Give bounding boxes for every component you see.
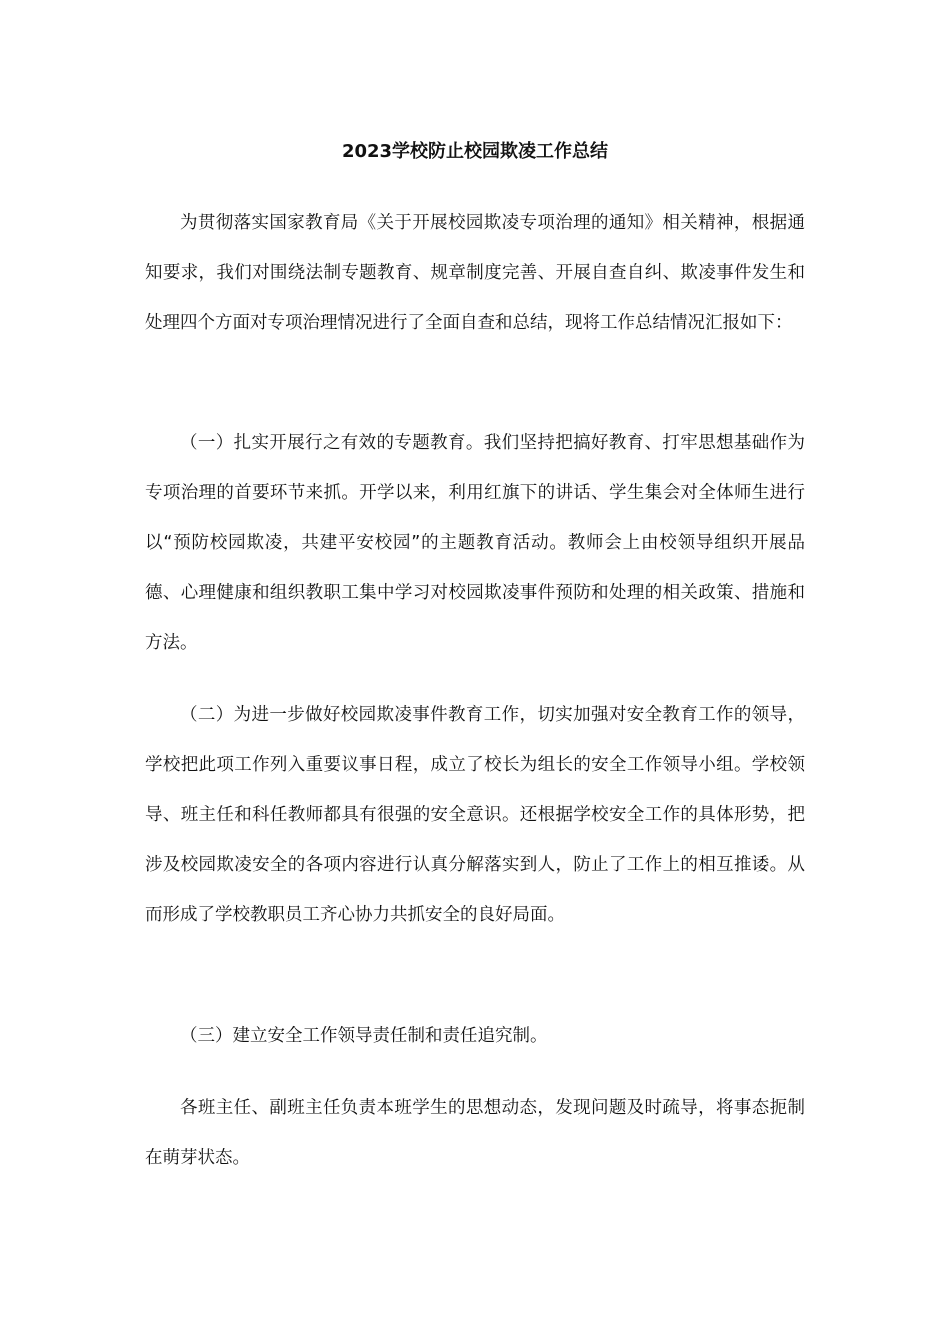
paragraph-intro: 为贯彻落实国家教育局《关于开展校园欺凌专项治理的通知》相关精神，根据通知要求，我们对围绕法制专题教育、规章制度完善、开展自查自纠、欺凌事件发生和处理四个方面对专项治理情况进行了全面自查和总结，现将工作总结情况汇报如下： (145, 213, 805, 333)
paragraph-class-teachers: 各班主任、副班主任负责本班学生的思想动态，发现问题及时疏导，将事态扼制在萌芽状态。 (145, 1098, 805, 1168)
document-title: 2023学校防止校园欺凌工作总结 (341, 141, 609, 162)
paragraph-section-2: （二）为进一步做好校园欺凌事件教育工作，切实加强对安全教育工作的领导，学校把此项工作列入重要议事日程，成立了校长为组长的安全工作领导小组。学校领导、班主任和科任教师都具有很强的安全意识。还根据学校安全工作的具体形势，把涉及校园欺凌安全的各项内容进行认真分解落实到人，防止了工作上的相互推诿。从而形成了学校教职员工齐心协力共抓安全的良好局面。 (145, 705, 805, 925)
paragraph-section-3: （三）建立安全工作领导责任制和责任追究制。 (180, 1026, 548, 1046)
paragraph-section-1: （一）扎实开展行之有效的专题教育。我们坚持把搞好教育、打牢思想基础作为专项治理的首要环节来抓。开学以来，利用红旗下的讲话、学生集会对全体师生进行以“预防校园欺凌，共建平安校园”的主题教育活动。教师会上由校领导组织开展品德、心理健康和组织教职工集中学习对校园欺凌事件预防和处理的相关政策、措施和方法。 (145, 433, 805, 653)
